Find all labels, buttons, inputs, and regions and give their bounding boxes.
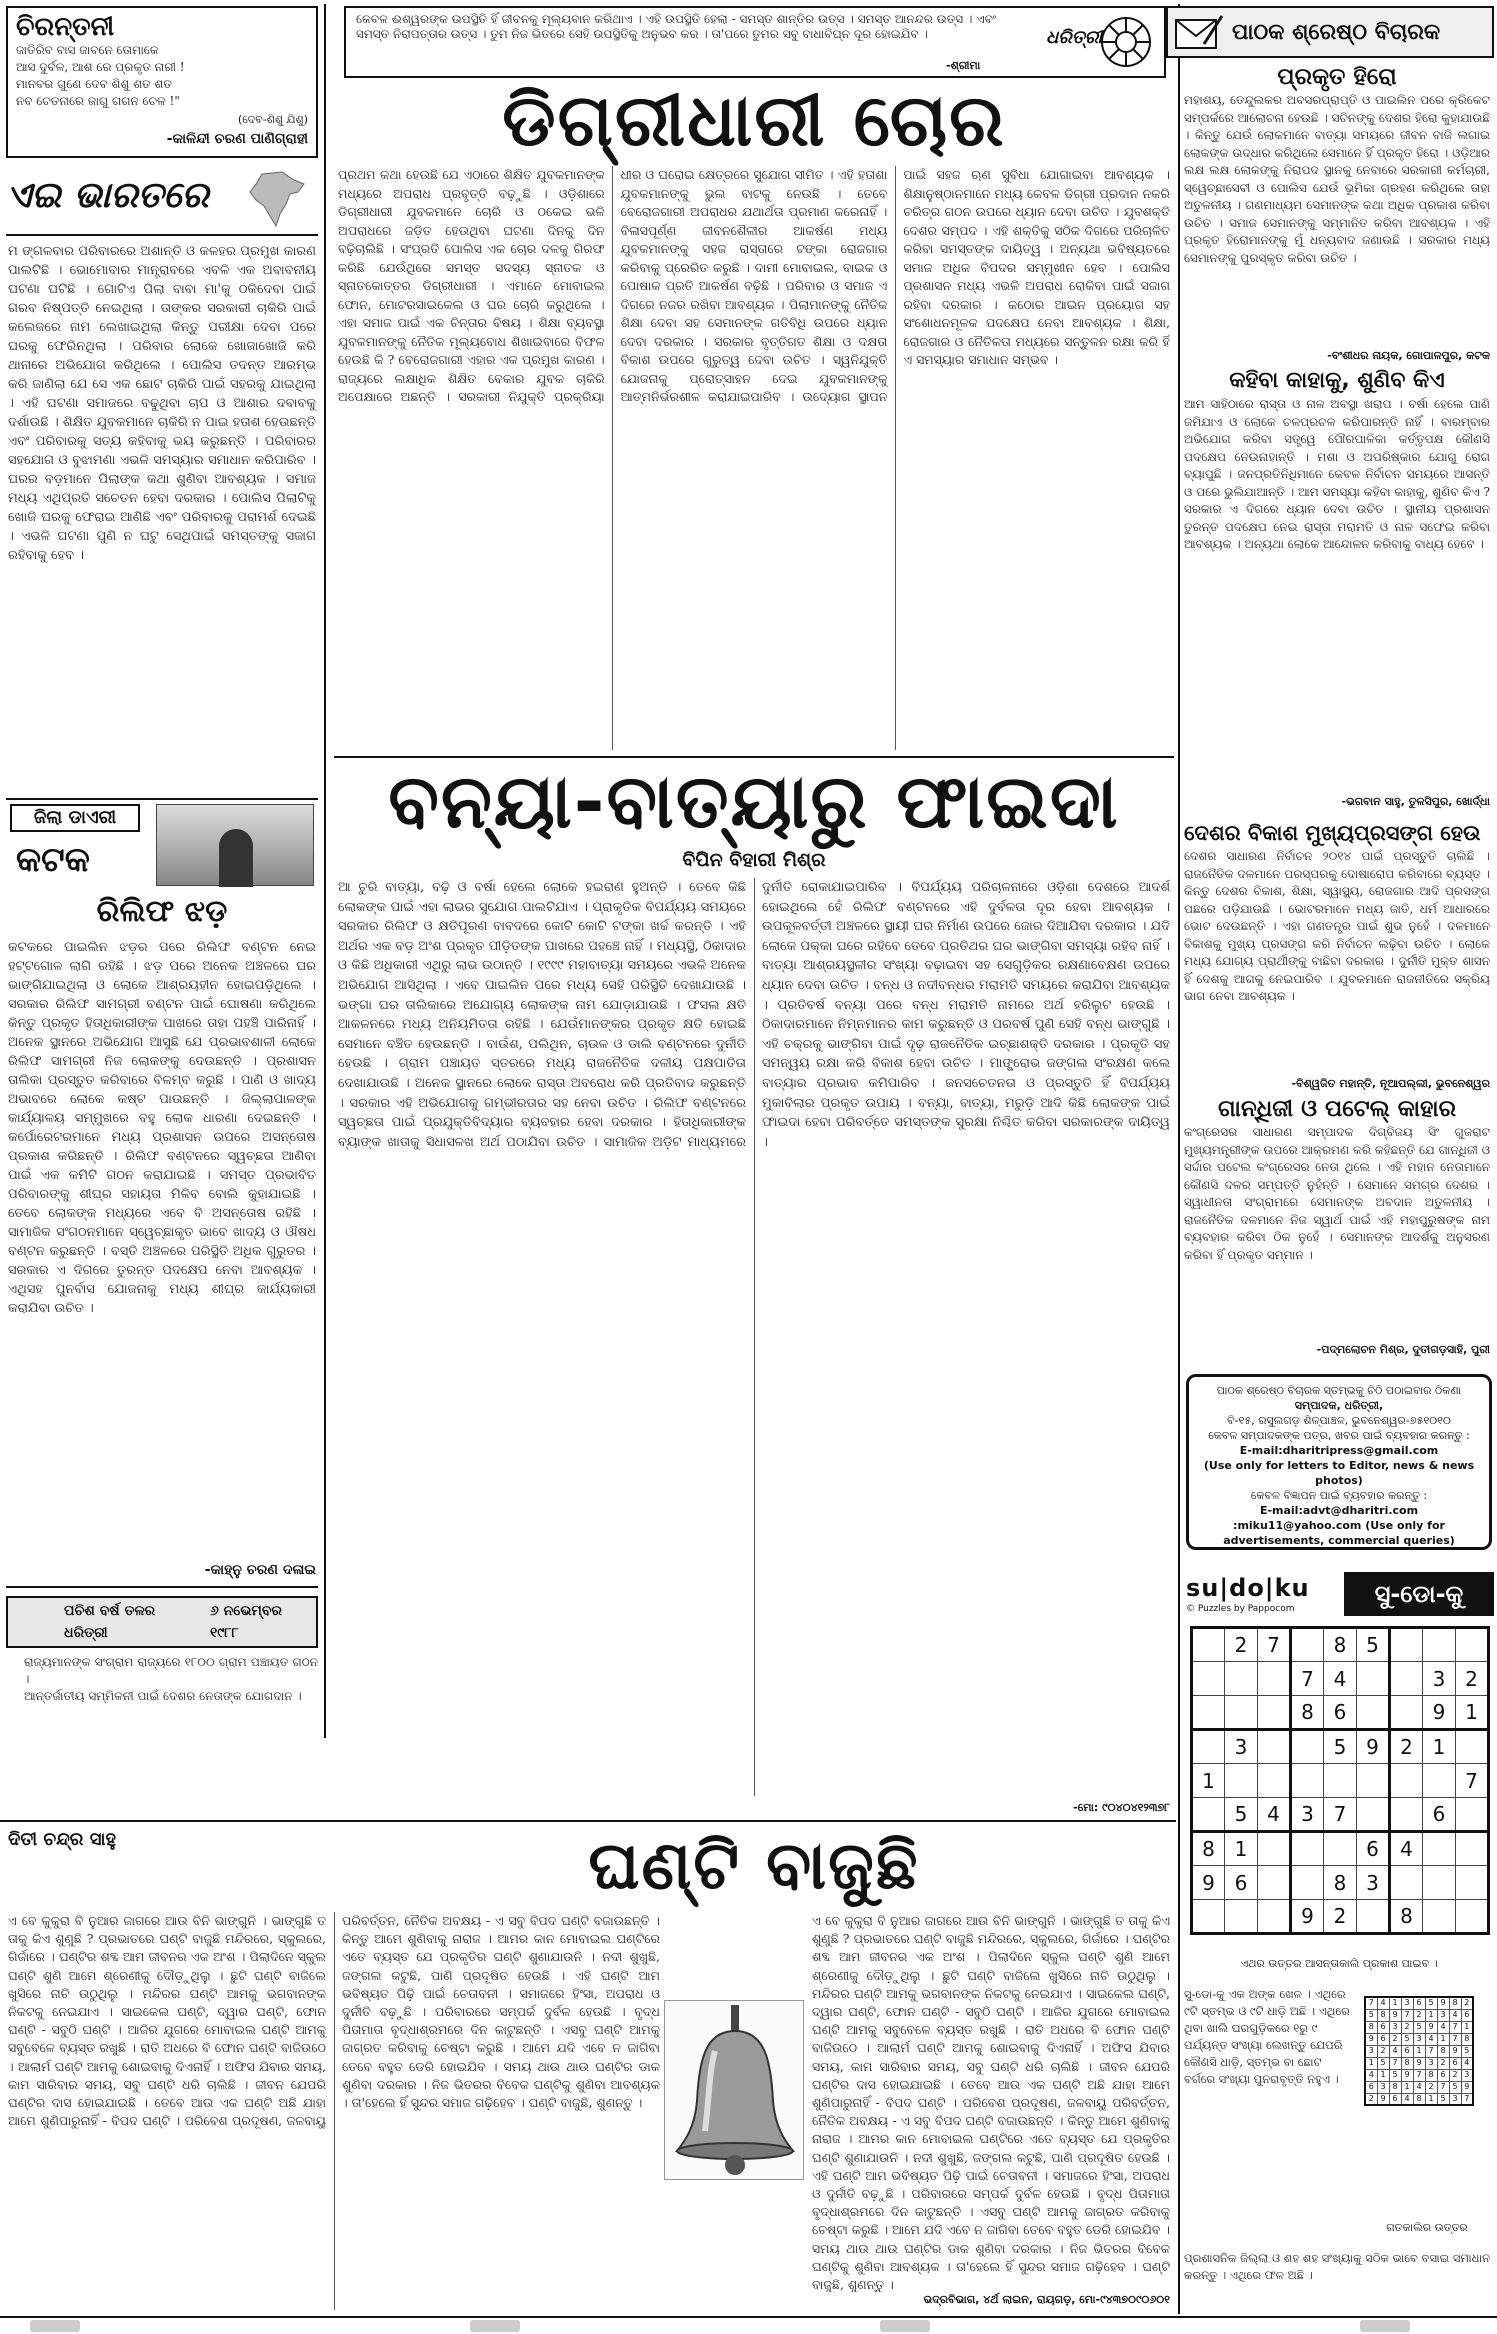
main-editorial-text: ପ୍ରଥମ କଥା ହେଉଛି ଯେ ଏଠାରେ ଶିକ୍ଷିତ ଯୁବକମାନଙ୍କ ମଧ୍ୟରେ ଅପରାଧ ପ୍ରବୃତ୍ତି ବଢ଼ୁଛି । ଓଡ଼ିଶାରେ ଡିଗ୍ରୀଧାରୀ ଯୁବକମାନେ ଚୋରି ଓ ଠକେଇ ଭଳି ଅପରାଧରେ ଜଡ଼ିତ ହେଉଥିବା ଘଟଣା ଦିନକୁ ଦିନ ବଢ଼ିଚାଲିଛି । ସଂପ୍ରତି ପୋଲିସ ଏକ ଚୋର ଦଳକୁ ଗିରଫ କରିଛି ଯେଉଁଥିରେ ସମସ୍ତ ସଦସ୍ୟ ସ୍ନାତକ ଓ ସ୍ନାତକୋତ୍ତର ଡିଗ୍ରୀଧାରୀ । ଏମାନେ ମୋବାଇଲ ଫୋନ, ମୋଟରସାଇକେଲ ଓ ଘର ଚୋରି କରୁଥିଲେ । ଏହା ସମାଜ ପାଇଁ ଏକ ଚିନ୍ତାର ବିଷୟ । ଶିକ୍ଷା ବ୍ୟବସ୍ଥା ଯୁବକମାନଙ୍କୁ ନୈତିକ ମୂଲ୍ୟବୋଧ ଶିଖାଇବାରେ ବିଫଳ ହେଉଛି କି ? ବେରୋଜଗାରୀ ଏହାର ଏକ ପ୍ରମୁଖ କାରଣ । ରାଜ୍ୟରେ ଲକ୍ଷାଧିକ ଶିକ୍ଷିତ ବେକାର ଯୁବକ ଚାକିରି ଅପେକ୍ଷାରେ ଅଛନ୍ତି । ସରକାରୀ ନିଯୁକ୍ତି ପ୍ରକ୍ରିୟା ଧୀର ଓ ଘରୋଇ କ୍ଷେତ୍ରରେ ସୁଯୋଗ ସୀମିତ । ଏହି ହତାଶା ଯୁବକମାନଙ୍କୁ ଭୁଲ ବାଟକୁ ନେଉଛି । ତେବେ ବେରୋଜଗାରୀ ଅପରାଧର ଯଥାର୍ଥତା ପ୍ରମାଣ କରେନାହିଁ । ବିଳାସପୂର୍ଣ୍ଣ ଜୀବନଶୈଳୀର ଆକର୍ଷଣ ମଧ୍ୟ ଯୁବକମାନଙ୍କୁ ସହଜ ରାସ୍ତାରେ ଟଙ୍କା ରୋଜଗାର କରିବାକୁ ପ୍ରେରିତ କରୁଛି । ଦାମୀ ମୋବାଇଲ, ବାଇକ ଓ ପୋଷାକ ପ୍ରତି ଆକର୍ଷଣ ବଢ଼ିଛି । ପରିବାର ଓ ସମାଜ ଏ ଦିଗରେ ନଜର ରଖିବା ଆବଶ୍ୟକ । ପିଲାମାନଙ୍କୁ ନୈତିକ ଶିକ୍ଷା ଦେବା ସହ ସେମାନଙ୍କ ଗତିବିଧି ଉପରେ ଧ୍ୟାନ ଦେବା ଦରକାର । ସରକାର ବୃତ୍ତିଗତ ଶିକ୍ଷା ଓ ଦକ୍ଷତା ବିକାଶ ଉପରେ ଗୁରୁତ୍ୱ ଦେବା ଉଚିତ । ସ୍ୱନିଯୁକ୍ତି ଯୋଜନାକୁ ପ୍ରୋତ୍ସାହନ ଦେଇ ଯୁବକମାନଙ୍କୁ ଆତ୍ମନିର୍ଭରଶୀଳ କରାଯାଇପାରିବ । ଉଦ୍ୟୋଗ ସ୍ଥାପନ ପାଇଁ ସହଜ ଋଣ ସୁବିଧା ଯୋଗାଇବା ଆବଶ୍ୟକ । ଶିକ୍ଷାନୁଷ୍ଠାନମାନେ ମଧ୍ୟ କେବଳ ଡିଗ୍ରୀ ପ୍ରଦାନ ନକରି ଚରିତ୍ର ଗଠନ ଉପରେ ଧ୍ୟାନ ଦେବା ଉଚିତ । ଯୁବଶକ୍ତି ଦେଶର ସମ୍ପଦ । ଏହି ଶକ୍ତିକୁ ସଠିକ ଦିଗରେ ପରିଚାଳିତ କରିବା ସମସ୍ତଙ୍କ ଦାୟିତ୍ୱ । ଅନ୍ୟଥା ଭବିଷ୍ୟତରେ ସମାଜ ଅଧିକ ବିପଦର ସମ୍ମୁଖୀନ ହେବ । ପୋଲିସ ପ୍ରଶାସନ ମଧ୍ୟ ଏଭଳି ଅପରାଧ ରୋକିବା ପାଇଁ ସଜାଗ ରହିବା ଦରକାର । କଠୋର ଆଇନ ପ୍ରୟୋଗ ସହ ସଂଶୋଧନମୂଳକ ପଦକ୍ଷେପ ନେବା ଆବଶ୍ୟକ । ଶିକ୍ଷା, ରୋଜଗାର ଓ ନୈତିକତା ମଧ୍ୟରେ ସନ୍ତୁଳନ ରକ୍ଷା କରି ହିଁ ଏ ସମସ୍ୟାର ସମାଧାନ ସମ୍ଭବ ।	[338, 167, 1170, 404]
answer-cell: 9	[1425, 2021, 1437, 2033]
ghanti-top-rule	[0, 1820, 1176, 1822]
answer-cell: 4	[1365, 2069, 1377, 2081]
answer-cell: 2	[1413, 2009, 1425, 2021]
sudoku-cell[interactable]	[1192, 1662, 1225, 1696]
sudoku-cell[interactable]: 4	[1390, 1832, 1423, 1866]
sudoku-cell[interactable]	[1225, 1696, 1258, 1730]
sudoku-cell[interactable]	[1291, 1866, 1324, 1900]
chirantani-author: -କାଳିନ୍ଦୀ ଚରଣ ପାଣିଗ୍ରାହୀ	[166, 131, 308, 147]
letter-4-author: -ପଦ୍ମଲୋଚନ ମିଶ୍ର, ଦୁତୀଗଡ଼ସାହି, ପୁରୀ	[1316, 1343, 1490, 1356]
answer-row	[1365, 2045, 1473, 2057]
sudoku-cell[interactable]: 3	[1225, 1730, 1258, 1764]
sudoku-answer-caption: ଏଥର ଉତ୍ତର ଆସନ୍ତାକାଲି ପ୍ରକାଶ ପାଇବ ।	[1240, 1957, 1438, 1970]
ebharatare-header	[6, 166, 318, 236]
answer-cell: 2	[1365, 2093, 1377, 2105]
sudoku-cell[interactable]	[1324, 1832, 1357, 1866]
answer-row	[1365, 2081, 1473, 2093]
india-map-icon	[242, 170, 312, 230]
letter-1-text: ମହାଶୟ, ତେନ୍ଦୁଲକର ଅବସରପ୍ରାପ୍ତି ଓ ପାଇଲିନ ପରେ କ୍ରିକେଟ ସମ୍ପର୍କରେ ଆଲୋଚନା ହେଉଛି । ସଚିନଙ୍କୁ ଦେଶର ହିରୋ କୁହାଯାଉଛି । କିନ୍ତୁ ଯେଉଁ ଲୋକମାନେ ବାତ୍ୟା ସମୟରେ ଜୀବନ ବାଜି ଲଗାଇ ଲୋକଙ୍କ ଉଦ୍ଧାର କରିଥିଲେ ସେମାନେ ହିଁ ପ୍ରକୃତ ହିରୋ । ଓଡ଼ିଆର ଲକ୍ଷ ଲକ୍ଷ ଲୋକଙ୍କୁ ନିରାପଦ ସ୍ଥାନକୁ ନେବାରେ ସରକାରୀ କର୍ମଚାରୀ, ସ୍ୱେଚ୍ଛାସେବୀ ଓ ପୋଲିସ ଯେଉଁ ଭୂମିକା ଗ୍ରହଣ କରିଥିଲେ ତାହା ଅତୁଳନୀୟ । ଗଣମାଧ୍ୟମ ସେମାନଙ୍କ କଥା ଅଧିକ ପ୍ରକାଶ କରିବା ଉଚିତ । ସମାଜ ସେମାନଙ୍କୁ ସମ୍ମାନିତ କରିବା ଆବଶ୍ୟକ । ଏହି ପ୍ରକୃତ ହିରୋମାନଙ୍କୁ ମୁଁ ଧନ୍ୟବାଦ ଜଣାଉଛି । ସରକାର ମଧ୍ୟ ସେମାନଙ୍କୁ ପୁରସ୍କୃତ କରିବା ଉଚିତ ।	[1184, 93, 1490, 265]
sudoku-cell[interactable]	[1225, 1764, 1258, 1798]
sudoku-grid-wrap	[1190, 1626, 1490, 1935]
envelope-icon	[1174, 14, 1224, 52]
sudoku-row	[1192, 1696, 1489, 1730]
letter-2-title: କହିବା କାହାକୁ, ଶୁଣିବ କିଏ	[1229, 368, 1445, 393]
sudoku-cell[interactable]	[1291, 1832, 1324, 1866]
page-tab-right[interactable]	[1360, 2320, 1410, 2332]
sudoku-cell[interactable]	[1192, 1798, 1225, 1832]
answer-row	[1365, 1997, 1473, 2009]
pachis-barsha-banner	[6, 1596, 318, 1648]
answer-row	[1365, 2021, 1473, 2033]
answer-cell: 4	[1389, 2045, 1401, 2057]
answer-cell: 3	[1449, 2093, 1461, 2105]
sudoku-answer-wrap	[1364, 1996, 1474, 2106]
list-item: • ଆନ୍ତର୍ଜାତୀୟ ସମ୍ମିଳନୀ ପାଇଁ ଦେଶର ନେତାଙ୍କ ଯୋଗଦାନ ।	[24, 1688, 318, 1705]
jilla-diary-label: ଜିଲା ଡାଏରୀ	[10, 804, 140, 832]
answer-row	[1365, 2093, 1473, 2105]
ghanti-text-continued: ଏ ବେ କୁକୁରା ବି ନୁଆର ଜାଗରେ ଆଉ ବିନି ଭାଙ୍ଗୁନି । ଭାଙ୍ଗୁଛି ତ ତାକୁ କିଏ ଶୁଣୁଛି ? ପ୍ରଭାତରେ ଘଣ୍ଟି ବାଜୁଛି ମନ୍ଦିରରେ, ସ୍କୁଲରେ, ଗିର୍ଜାରେ । ଘଣ୍ଟିର ଶବ୍ଦ ଆମ ଜୀବନର ଏକ ଅଂଶ । ପିଲାଦିନେ ସ୍କୁଲ ଘଣ୍ଟି ଶୁଣି ଆମେ ଶ୍ରେଣୀକୁ ଦୌଡ଼ୁଥିଲୁ । ଛୁଟି ଘଣ୍ଟି ବାଜିଲେ ଖୁସିରେ ନାଚି ଉଠୁଥିଲୁ । ମନ୍ଦିରର ଘଣ୍ଟି ଆମକୁ ଭଗବାନଙ୍କ ନିକଟକୁ ନେଇଯାଏ । ସାଇକେଲ ଘଣ୍ଟି, ଦ୍ୱାର ଘଣ୍ଟି, ଫୋନ ଘଣ୍ଟି - ସବୁଠି ଘଣ୍ଟି । ଆଜିର ଯୁଗରେ ମୋବାଇଲ ଘଣ୍ଟି ଆମକୁ ସବୁବେଳେ ବ୍ୟସ୍ତ ରଖୁଛି । ରାତି ଅଧରେ ବି ଫୋନ ଘଣ୍ଟି ବାଜିଉଠେ । ଆଲାର୍ମ ଘଣ୍ଟି ଆମକୁ ଶୋଇବାକୁ ଦିଏନାହିଁ । ଅଫିସ ଯିବାର ସମୟ, କାମ ସାରିବାର ସମୟ, ସବୁ ଘଣ୍ଟି ଧରି ଚାଲିଛି । ଜୀବନ ଯେପରି ଘଣ୍ଟିର ଦାସ ହୋଇଯାଇଛି । ତେବେ ଆଉ ଏକ ଘଣ୍ଟି ଅଛି ଯାହା ଆମେ ଶୁଣିପାରୁନାହିଁ - ବିପଦ ଘଣ୍ଟି । ପରିବେଶ ପ୍ରଦୂଷଣ, ଜଳବାୟୁ ପରିବର୍ତ୍ତନ, ନୈତିକ ଅବକ୍ଷୟ - ଏ ସବୁ ବିପଦ ଘଣ୍ଟି ବଜାଉଛନ୍ତି । କିନ୍ତୁ ଆମେ ଶୁଣିବାକୁ ନାରାଜ । ଆମର କାନ ମୋବାଇଲ ଘଣ୍ଟିରେ ଏତେ ବ୍ୟସ୍ତ ଯେ ପ୍ରକୃତିର ଘଣ୍ଟି ଶୁଣାଯାଉନି । ନଦୀ ଶୁଖୁଛି, ଜଙ୍ଗଲ କଟୁଛି, ପାଣି ପ୍ରଦୂଷିତ ହେଉଛି । ଏହି ଘଣ୍ଟି ଆମ ଭବିଷ୍ୟତ ପିଢ଼ି ପାଇଁ ଚେତାବନୀ । ସମାଜରେ ହିଂସା, ଅପରାଧ ଓ ଦୁର୍ନୀତି ବଢ଼ୁଛି । ପରିବାରରେ ସମ୍ପର୍କ ଦୁର୍ବଳ ହେଉଛି । ବୃଦ୍ଧ ପିତାମାତା ବୃଦ୍ଧାଶ୍ରମରେ ଦିନ କାଟୁଛନ୍ତି । ଏସବୁ ଘଣ୍ଟି ଆମକୁ ଜାଗ୍ରତ କରିବାକୁ ଚେଷ୍ଟା କରୁଛି । ଆମେ ଯଦି ଏବେ ନ ଜାଗିବା ତେବେ ବହୁତ ଡେରି ହୋଇଯିବ । ସମୟ ଥାଉ ଥାଉ ଘଣ୍ଟିର ଡାକ ଶୁଣିବା ଦରକାର । ନିଜ ଭିତରର ବିବେକ ଘଣ୍ଟିକୁ ଶୁଣିବା ଆବଶ୍ୟକ । ତା'ହେଲେ ହିଁ ସୁନ୍ଦର ସମାଜ ଗଢ଼ିହେବ । ଘଣ୍ଟି ବାଜୁଛି, ଶୁଣନ୍ତୁ ।	[812, 1913, 1170, 2292]
letter-2-author: -ଭଗବାନ ସାହୁ, ତୁଳସିପୁର, ଖୋର୍ଦ୍ଧା	[1341, 795, 1490, 808]
sudoku-cell[interactable]	[1423, 1900, 1456, 1934]
answer-cell: 9	[1437, 1997, 1449, 2009]
answer-cell: 3	[1437, 2009, 1449, 2021]
sudoku-cell[interactable]: 9	[1291, 1900, 1324, 1934]
sudoku-cell[interactable]: 4	[1324, 1662, 1357, 1696]
jilla-diary-author: -କାହ୍ନୁ ଚରଣ ଦଳାଇ	[204, 1562, 316, 1578]
sudoku-cell[interactable]	[1456, 1798, 1489, 1832]
sudoku-cell[interactable]: 3	[1291, 1798, 1324, 1832]
sudoku-cell[interactable]	[1192, 1628, 1225, 1662]
flood-author: ବିପିନ ବିହାରୀ ମିଶ୍ର	[682, 849, 826, 871]
address-box	[1186, 1374, 1492, 1550]
sudoku-cell[interactable]	[1258, 1832, 1291, 1866]
sudoku-cell[interactable]	[1390, 1628, 1423, 1662]
sudoku-answer-grid	[1364, 1996, 1474, 2106]
letter-3-title: ଦେଶର ବିକାଶ ମୁଖ୍ୟପ୍ରସଙ୍ଗ ହେଉ	[1184, 821, 1481, 845]
ghanti-signoff: ଭଦ୍ରବିଭାଗ, ୪ର୍ଥ ଲାଇନ, ରାୟଗଡ଼, ମୋ-୯୪୩୭୦୯୦୬୦୧	[923, 2293, 1170, 2306]
answer-cell: 8	[1425, 2069, 1437, 2081]
answer-cell: 5	[1377, 2057, 1389, 2069]
address-line-3: ବି-୧୫, ରସୁଲଗଡ଼ ଶିଳ୍ପାଞ୍ଚଳ, ଭୁବନେଶ୍ୱର-୭୫୧୦୧୦	[1227, 1414, 1451, 1427]
sudoku-rules: ସୁ-ଡୋ-କୁ ଏକ ଅଙ୍କ ଖେଳ । ଏଥିରେ ୯ଟି ସ୍ତମ୍ଭ ଓ ୯ଟି ଧାଡ଼ି ଅଛି । ଏଥିରେ ଥିବା ଖାଲି ଘରଗୁଡ଼ିକରେ ୧ରୁ ୯ ପର୍ଯ୍ୟନ୍ତ ସଂଖ୍ୟା ଲେଖନ୍ତୁ ଯେପରି କୌଣସି ଧାଡ଼ି, ସ୍ତମ୍ଭ ବା ଛୋଟ ବର୍ଗରେ ସଂଖ୍ୟା ପୁନରାବୃତ୍ତି ନହୁଏ ।	[1184, 1987, 1350, 2086]
sudoku-cell[interactable]	[1258, 1662, 1291, 1696]
sudoku-cell[interactable]	[1192, 1900, 1225, 1934]
list-item: • ରାଜ୍ୟମାନଙ୍କ ସଂଗ୍ରାମ ରାଜ୍ୟରେ ୧୮୦୦ ଗ୍ରାମ ପଞ୍ଚାୟତ ଗଠନ ।	[24, 1654, 318, 1688]
sudoku-cell[interactable]: 2	[1456, 1662, 1489, 1696]
sudoku-cell[interactable]	[1423, 1832, 1456, 1866]
answer-cell: 5	[1365, 2009, 1377, 2021]
email-advt-note: advertisements, commercial queries)	[1223, 1534, 1455, 1547]
sudoku-cell[interactable]: 3	[1423, 1662, 1456, 1696]
answer-cell: 7	[1365, 1997, 1377, 2009]
sudoku-cell[interactable]	[1258, 1696, 1291, 1730]
answer-cell: 8	[1377, 2009, 1389, 2021]
column-divider-right	[1178, 4, 1180, 2314]
answer-cell: 6	[1413, 1997, 1425, 2009]
answer-cell: 7	[1461, 2093, 1473, 2105]
bell-icon	[665, 2001, 805, 2181]
jilla-diary-header	[6, 798, 318, 888]
answer-cell: 1	[1425, 2009, 1437, 2021]
answer-cell: 3	[1425, 2057, 1437, 2069]
sudoku-cell[interactable]: 5	[1357, 1628, 1390, 1662]
sudoku-cell[interactable]: 1	[1456, 1696, 1489, 1730]
sudoku-cell[interactable]: 3	[1357, 1866, 1390, 1900]
address-line-2: ସମ୍ପାଦକ, ଧରିତ୍ରୀ,	[1294, 1399, 1384, 1412]
answer-cell: 8	[1401, 2057, 1413, 2069]
chirantani-poem: ଜାତିରିବ ବାସ ଜାବନେ ତୋମାକେ ଆସ ଦୁର୍ବଳ, ଆଶ ରେ ପ୍ରକୃତ ନାରୀ ! ମାନବର ଗୁଣେ ଦେବ ଶିଶୁ ଶତ ଶତ ନବ ଚେତନାରେ ଜାଗୁ ଗଗନ ଚେଳ !"	[16, 43, 185, 108]
sudoku-brand-sub: © Puzzles by Pappocom	[1186, 1604, 1295, 1614]
answer-cell: 8	[1437, 2045, 1449, 2057]
sudoku-cell[interactable]	[1357, 1764, 1390, 1798]
bell-photo	[664, 2000, 804, 2180]
answer-cell: 6	[1365, 2081, 1377, 2093]
sudoku-cell[interactable]	[1390, 1696, 1423, 1730]
sudoku-cell[interactable]	[1390, 1764, 1423, 1798]
sudoku-cell[interactable]	[1225, 1900, 1258, 1934]
answer-cell: 7	[1401, 2009, 1413, 2021]
quote-text: କେବଳ ଈଶ୍ୱରଙ୍କ ଉପସ୍ଥିତି ହିଁ ଜୀବନକୁ ମୂଲ୍ୟବାନ କରିଥାଏ । ଏହି ଉପସ୍ଥିତି ହେଲା - ସମସ୍ତ ଶାନ୍ତିର ଉତ୍ସ । ସମସ୍ତ ଆନନ୍ଦର ଉତ୍ସ । ଏବଂ ସମସ୍ତ ନିରାପତ୍ତାର ଉତ୍ସ । ତୁମ ନିଜ ଭିତରେ ସେହି ଉପସ୍ଥିତିକୁ ଅନୁଭବ କର । ତା'ପରେ ତୁମର ସବୁ ବାଧାବିଘ୍ନ ଦୂର ହୋଇଯିବ ।	[356, 12, 996, 41]
ghanti-author: ଦିତୀ ଚନ୍ଦ୍ର ସାହୁ	[8, 1829, 117, 1850]
sudoku-cell[interactable]: 6	[1324, 1696, 1357, 1730]
letter-1-title: ପ୍ରକୃତ ହିରୋ	[1277, 64, 1397, 90]
sudoku-cell[interactable]	[1357, 1662, 1390, 1696]
answer-cell: 9	[1401, 2069, 1413, 2081]
answer-cell: 9	[1389, 2009, 1401, 2021]
page-tab-left[interactable]	[30, 2320, 80, 2332]
quote-attribution: -ଶ୍ରୀମା	[946, 59, 981, 72]
ghanti-text-left: ଏ ବେ କୁକୁରା ବି ନୁଆର ଜାଗରେ ଆଉ ବିନି ଭାଙ୍ଗୁନି । ଭାଙ୍ଗୁଛି ତ ତାକୁ କିଏ ଶୁଣୁଛି ? ପ୍ରଭାତରେ ଘଣ୍ଟି ବାଜୁଛି ମନ୍ଦିରରେ, ସ୍କୁଲରେ, ଗିର୍ଜାରେ । ଘଣ୍ଟିର ଶବ୍ଦ ଆମ ଜୀବନର ଏକ ଅଂଶ । ପିଲାଦିନେ ସ୍କୁଲ ଘଣ୍ଟି ଶୁଣି ଆମେ ଶ୍ରେଣୀକୁ ଦୌଡ଼ୁଥିଲୁ । ଛୁଟି ଘଣ୍ଟି ବାଜିଲେ ଖୁସିରେ ନାଚି ଉଠୁଥିଲୁ । ମନ୍ଦିରର ଘଣ୍ଟି ଆମକୁ ଭଗବାନଙ୍କ ନିକଟକୁ ନେଇଯାଏ । ସାଇକେଲ ଘଣ୍ଟି, ଦ୍ୱାର ଘଣ୍ଟି, ଫୋନ ଘଣ୍ଟି - ସବୁଠି ଘଣ୍ଟି । ଆଜିର ଯୁଗରେ ମୋବାଇଲ ଘଣ୍ଟି ଆମକୁ ସବୁବେଳେ ବ୍ୟସ୍ତ ରଖୁଛି । ରାତି ଅଧରେ ବି ଫୋନ ଘଣ୍ଟି ବାଜିଉଠେ । ଆଲାର୍ମ ଘଣ୍ଟି ଆମକୁ ଶୋଇବାକୁ ଦିଏନାହିଁ । ଅଫିସ ଯିବାର ସମୟ, କାମ ସାରିବାର ସମୟ, ସବୁ ଘଣ୍ଟି ଧରି ଚାଲିଛି । ଜୀବନ ଯେପରି ଘଣ୍ଟିର ଦାସ ହୋଇଯାଇଛି । ତେବେ ଆଉ ଏକ ଘଣ୍ଟି ଅଛି ଯାହା ଆମେ ଶୁଣିପାରୁନାହିଁ - ବିପଦ ଘଣ୍ଟି । ପରିବେଶ ପ୍ରଦୂଷଣ, ଜଳବାୟୁ ପରିବର୍ତ୍ତନ, ନୈତିକ ଅବକ୍ଷୟ - ଏ ସବୁ ବିପଦ ଘଣ୍ଟି ବଜାଉଛନ୍ତି । କିନ୍ତୁ ଆମେ ଶୁଣିବାକୁ ନାରାଜ । ଆମର କାନ ମୋବାଇଲ ଘଣ୍ଟିରେ ଏତେ ବ୍ୟସ୍ତ ଯେ ପ୍ରକୃତିର ଘଣ୍ଟି ଶୁଣାଯାଉନି । ନଦୀ ଶୁଖୁଛି, ଜଙ୍ଗଲ କଟୁଛି, ପାଣି ପ୍ରଦୂଷିତ ହେଉଛି । ଏହି ଘଣ୍ଟି ଆମ ଭବିଷ୍ୟତ ପିଢ଼ି ପାଇଁ ଚେତାବନୀ । ସମାଜରେ ହିଂସା, ଅପରାଧ ଓ ଦୁର୍ନୀତି ବଢ଼ୁଛି । ପରିବାରରେ ସମ୍ପର୍କ ଦୁର୍ବଳ ହେଉଛି । ବୃଦ୍ଧ ପିତାମାତା ବୃଦ୍ଧାଶ୍ରମରେ ଦିନ କାଟୁଛନ୍ତି । ଏସବୁ ଘଣ୍ଟି ଆମକୁ ଜାଗ୍ରତ କରିବାକୁ ଚେଷ୍ଟା କରୁଛି । ଆମେ ଯଦି ଏବେ ନ ଜାଗିବା ତେବେ ବହୁତ ଡେରି ହୋଇଯିବ । ସମୟ ଥାଉ ଥାଉ ଘଣ୍ଟିର ଡାକ ଶୁଣିବା ଦରକାର । ନିଜ ଭିତରର ବିବେକ ଘଣ୍ଟିକୁ ଶୁଣିବା ଆବଶ୍ୟକ । ତା'ହେଲେ ହିଁ ସୁନ୍ଦର ସମାଜ ଗଢ଼ିହେବ । ଘଣ୍ଟି ବାଜୁଛି, ଶୁଣନ୍ତୁ ।	[8, 1913, 660, 2129]
answer-cell: 6	[1461, 2009, 1473, 2021]
pachis-barsha-title: ପଚିଶ ବର୍ଷ ତଳର ଧରିତ୍ରୀ	[64, 1603, 156, 1641]
answer-cell: 3	[1377, 2081, 1389, 2093]
answer-cell: 6	[1377, 2033, 1389, 2045]
letter-1-author: -ବଂଶୀଧର ନାୟକ, ଗୋପାଳପୁର, କଟକ	[1327, 349, 1490, 362]
answer-cell: 3	[1413, 2033, 1425, 2045]
ebharatare-title: ଏଇ ଭାରତରେ	[6, 175, 209, 216]
answer-cell: 5	[1461, 2045, 1473, 2057]
answer-cell: 1	[1377, 2069, 1389, 2081]
answer-cell: 6	[1377, 2021, 1389, 2033]
answer-cell: 1	[1401, 2081, 1413, 2093]
answer-cell: 8	[1461, 2033, 1473, 2045]
answer-cell: 9	[1365, 2033, 1377, 2045]
sudoku-row	[1192, 1764, 1489, 1798]
email-editor[interactable]: E-mail:dharitripress@gmail.com	[1239, 1444, 1439, 1457]
letter-4	[1184, 1094, 1490, 1357]
answer-cell: 5	[1413, 2021, 1425, 2033]
answer-cell: 1	[1461, 2021, 1473, 2033]
letter-3-author: -ବିଶ୍ୱଜିତ ମହାନ୍ତି, ନୂଆପଲ୍ଲୀ, ଭୁବନେଶ୍ୱର	[1291, 1077, 1490, 1090]
sudoku-cell[interactable]	[1192, 1696, 1225, 1730]
sudoku-cell[interactable]: 7	[1258, 1628, 1291, 1662]
sudoku-cell[interactable]: 6	[1225, 1866, 1258, 1900]
sudoku-cell[interactable]	[1423, 1866, 1456, 1900]
pachis-barsha-list	[6, 1654, 318, 1705]
answer-cell: 6	[1449, 2057, 1461, 2069]
sudoku-cell[interactable]: 8	[1324, 1628, 1357, 1662]
answer-cell: 5	[1425, 1997, 1437, 2009]
sudoku-cell[interactable]: 9	[1192, 1866, 1225, 1900]
jilla-diary-headline: ରିଲିଫ ଝଡ଼	[96, 894, 228, 929]
sudoku-cell[interactable]	[1357, 1900, 1390, 1934]
sudoku-brand: su|do|ku	[1186, 1574, 1310, 1602]
answer-cell: 9	[1377, 2093, 1389, 2105]
answer-cell: 5	[1389, 2069, 1401, 2081]
sudoku-answer-caption-2: ଗତକାଲିର ଉତ୍ତର	[1386, 2221, 1468, 2234]
answer-cell: 2	[1461, 1997, 1473, 2009]
sudoku-header	[1184, 1572, 1494, 1620]
answer-cell: 6	[1401, 2045, 1413, 2057]
sudoku-cell[interactable]: 1	[1423, 1730, 1456, 1764]
chirantani-title: ଚିରନ୍ତନୀ	[16, 12, 115, 42]
sudoku-cell[interactable]: 5	[1324, 1730, 1357, 1764]
sudoku-cell[interactable]	[1258, 1730, 1291, 1764]
answer-cell: 4	[1401, 2093, 1413, 2105]
answer-cell: 1	[1413, 2045, 1425, 2057]
sun-logo-icon	[1098, 14, 1154, 70]
answer-cell: 7	[1449, 2021, 1461, 2033]
answer-cell: 8	[1449, 1997, 1461, 2009]
answer-cell: 9	[1461, 2081, 1473, 2093]
answer-cell: 9	[1413, 2057, 1425, 2069]
answer-cell: 7	[1413, 2069, 1425, 2081]
sudoku-cell[interactable]	[1390, 1798, 1423, 1832]
sudoku-cell[interactable]: 4	[1258, 1798, 1291, 1832]
sudoku-row	[1192, 1628, 1489, 1662]
sudoku-cell[interactable]: 7	[1291, 1662, 1324, 1696]
sudoku-title: ସୁ-ଡୋ-କୁ	[1344, 1572, 1494, 1616]
sudoku-cell[interactable]: 6	[1423, 1798, 1456, 1832]
letters-header	[1166, 6, 1494, 58]
answer-cell: 7	[1389, 2057, 1401, 2069]
answer-cell: 5	[1449, 2081, 1461, 2093]
answer-cell: 8	[1365, 2021, 1377, 2033]
jilla-diary-text: କଟକରେ ପାଇଲିନ ଝଡ଼ର ପରେ ରିଲିଫ ବଣ୍ଟନ ନେଇ ହଟ୍ଟଗୋଳ ଲାଗି ରହିଛି । ଝଡ଼ ପରେ ଅନେକ ଅଞ୍ଚଳରେ ଘର ଭାଙ୍ଗିଯାଇଥିଲା ଓ ଲୋକେ ଆଶ୍ରୟହୀନ ହୋଇପଡ଼ିଥିଲେ । ସରକାର ରିଲିଫ ସାମଗ୍ରୀ ବଣ୍ଟନ ପାଇଁ ଘୋଷଣା କରିଥିଲେ କିନ୍ତୁ ପ୍ରକୃତ ହିତାଧିକାରୀଙ୍କ ପାଖରେ ତାହା ପହଞ୍ଚି ପାରିନାହିଁ । ଅନେକ ସ୍ଥାନରେ ଅଭିଯୋଗ ଆସୁଛି ଯେ ପ୍ରଭାବଶାଳୀ ଲୋକେ ରିଲିଫ ସାମଗ୍ରୀ ନିଜ ଲୋକଙ୍କୁ ଦେଉଛନ୍ତି । ପ୍ରଶାସନ ତାଲିକା ପ୍ରସ୍ତୁତ କରିବାରେ ବିଳମ୍ବ କରୁଛି । ପାଣି ଓ ଖାଦ୍ୟ ଅଭାବରେ ଲୋକେ କଷ୍ଟ ପାଉଛନ୍ତି । ଜିଲ୍ଲାପାଳଙ୍କ କାର୍ଯ୍ୟାଳୟ ସମ୍ମୁଖରେ ବହୁ ଲୋକ ଧାରଣା ଦେଇଛନ୍ତି । କର୍ପୋରେଟରମାନେ ମଧ୍ୟ ପ୍ରଶାସନ ଉପରେ ଅସନ୍ତୋଷ ପ୍ରକାଶ କରିଛନ୍ତି । ରିଲିଫ ବଣ୍ଟନରେ ସ୍ୱଚ୍ଛତା ଆଣିବା ପାଇଁ ଏକ କମିଟି ଗଠନ କରାଯାଇଛି । ସମସ୍ତ ପ୍ରଭାବିତ ପରିବାରଙ୍କୁ ଶୀଘ୍ର ସହାୟତା ମିଳିବ ବୋଲି କୁହାଯାଇଛି । ତେବେ ଲୋକଙ୍କ ମଧ୍ୟରେ ଏବେ ବି ଅସନ୍ତୋଷ ରହିଛି । ସାମାଜିକ ସଂଗଠନମାନେ ସ୍ୱେଚ୍ଛାକୃତ ଭାବେ ଖାଦ୍ୟ ଓ ଔଷଧ ବଣ୍ଟନ କରୁଛନ୍ତି । ବସ୍ତି ଅଞ୍ଚଳରେ ପରିସ୍ଥିତି ଅଧିକ ଗୁରୁତର । ସରକାର ଏ ଦିଗରେ ତୁରନ୍ତ ପଦକ୍ଷେପ ନେବା ଆବଶ୍ୟକ । ଏଥିସହ ପୁନର୍ବାସ ଯୋଜନାକୁ ମଧ୍ୟ ଶୀଘ୍ର କାର୍ଯ୍ୟକାରୀ କରାଯିବା ଉଚିତ ।	[8, 940, 316, 1316]
flood-headline: ବନ୍ୟା-ବାତ୍ୟାରୁ ଫାଇଦା	[388, 759, 1120, 845]
sudoku-cell[interactable]: 7	[1456, 1764, 1489, 1798]
sudoku-row	[1192, 1832, 1489, 1866]
page-tab-center[interactable]	[470, 2320, 520, 2332]
sudoku-cell[interactable]: 7	[1324, 1798, 1357, 1832]
address-line-4: କେବଳ ସମ୍ପାଦକଙ୍କ ପତ୍ର, ଖବର ପାଇଁ ବ୍ୟବହାର କରନ୍ତୁ :	[1208, 1429, 1470, 1442]
sudoku-cell[interactable]	[1225, 1662, 1258, 1696]
sudoku-cell[interactable]	[1291, 1628, 1324, 1662]
sudoku-cell[interactable]	[1456, 1832, 1489, 1866]
answer-cell: 7	[1449, 2033, 1461, 2045]
answer-cell: 1	[1437, 2033, 1449, 2045]
answer-cell: 5	[1401, 2033, 1413, 2045]
answer-cell: 8	[1389, 2081, 1401, 2093]
sudoku-cell[interactable]: 8	[1324, 1866, 1357, 1900]
letters-section-title: ପାଠକ ଶ୍ରେଷ୍ଠ ବିଚାରକ	[1232, 20, 1441, 45]
letter-2	[1184, 366, 1490, 809]
sudoku-row	[1192, 1866, 1489, 1900]
sudoku-row	[1192, 1730, 1489, 1764]
answer-cell: 5	[1437, 2093, 1449, 2105]
answer-cell: 2	[1425, 2081, 1437, 2093]
answer-cell: 6	[1389, 2093, 1401, 2105]
chirantani-source: (ଦେବ-ଶିଶୁ ଯିଶୁ)	[237, 113, 308, 126]
answer-cell: 2	[1377, 2045, 1389, 2057]
sudoku-cell[interactable]	[1423, 1764, 1456, 1798]
sudoku-cell[interactable]: 8	[1390, 1900, 1423, 1934]
answer-cell: 3	[1401, 1997, 1413, 2009]
answer-cell: 4	[1425, 2033, 1437, 2045]
pachis-barsha-date: ୬ ନଭେମ୍ବର ୧୯୮୮	[210, 1603, 282, 1641]
sudoku-cell[interactable]	[1291, 1730, 1324, 1764]
page-tab-center-2[interactable]	[880, 2320, 930, 2332]
ghanti-headline: ଘଣ୍ଟି ବାଜୁଛି	[588, 1827, 920, 1904]
sudoku-cell[interactable]: 1	[1192, 1764, 1225, 1798]
sudoku-cell[interactable]: 2	[1225, 1628, 1258, 1662]
chirantani-box	[6, 6, 318, 158]
email-editor-note: (Use only for letters to Editor, news & news photos)	[1203, 1459, 1475, 1487]
editorial-divider	[334, 756, 1174, 758]
column-divider-left	[324, 4, 326, 1738]
answer-cell: 2	[1437, 2057, 1449, 2069]
ebharatare-text: ମ ଙ୍ଗଳବାର ପରିବାରରେ ଅଶାନ୍ତି ଓ କଳହର ପ୍ରମୁଖ କାରଣ ପାଲଟିଛି । ଭୋମୋବାର ମାନ୍ତ୍ରାବରେ ଏବଳି ଏକ ଅବାବନୀୟ ଘଟଣା ଘଟିଛି । ଗୋଟିଏ ପିଲା ବାବା ମା'କୁ ଠକିଦେବା ପାଇଁ ଗରବ ନିଷ୍ପତ୍ତି ନେଇଥିଲା । ତାଙ୍କର ସରକାରୀ ଚାକିରି ପାଇଁ କଲେଜରେ ନାମ ଲେଖାଇଥିଲା କିନ୍ତୁ ପରୀକ୍ଷା ଦେବା ପରେ ଘରକୁ ଫେରିନଥିଲା । ପରିବାର ଲୋକେ ଖୋଜାଖୋଜି କରି ଥାନାରେ ଅଭିଯୋଗ କରିଥିଲେ । ପୋଲିସ ତଦନ୍ତ ଆରମ୍ଭ କରି ଜାଣିଲା ଯେ ସେ ଏକ ଛୋଟ ଚାକିରି ପାଇଁ ସହରକୁ ଯାଇଥିଲା । ଏହି ଘଟଣା ସମାଜରେ ବଢୁଥିବା ଚାପ ଓ ଆଶାର ଦବାବକୁ ଦର୍ଶାଉଛି । ଶିକ୍ଷିତ ଯୁବକମାନେ ଚାକିରି ନ ପାଇ ହତାଶ ହେଉଛନ୍ତି ଏବଂ ପରିବାରକୁ ସତ୍ୟ କହିବାକୁ ଭୟ କରୁଛନ୍ତି । ପରିବାରର ସହଯୋଗ ଓ ବୁଝାମଣା ଏଭଳି ସମସ୍ୟାର ସମାଧାନ କରିପାରିବ । ଘରର ବଡ଼ମାନେ ପିଲାଙ୍କ କଥା ଶୁଣିବା ଆବଶ୍ୟକ । ସମାଜ ମଧ୍ୟ ଏଥିପ୍ରତି ସଚେତନ ହେବା ଦରକାର । ପୋଲିସ ପିଲାଟିକୁ ଖୋଜି ଘରକୁ ଫେରାଇ ଆଣିଛି ଏବଂ ପରିବାରକୁ ପରାମର୍ଶ ଦେଇଛି । ଏଭଳି ଘଟଣା ପୁଣି ନ ଘଟୁ ସେଥିପାଇଁ ସମସ୍ତଙ୍କୁ ସଜାଗ ରହିବାକୁ ହେବ ।	[8, 244, 316, 563]
answer-cell: 4	[1377, 1997, 1389, 2009]
letter-3-text: ଦେଶର ସାଧାରଣ ନିର୍ବାଚନ ୨୦୧୪ ପାଇଁ ପ୍ରସ୍ତୁତି ଚାଲିଛି । ରାଜନୈତିକ ଦଳମାନେ ପରସ୍ପରକୁ ଦୋଷାରୋପ କରିବାରେ ବ୍ୟସ୍ତ । କିନ୍ତୁ ଦେଶର ବିକାଶ, ଶିକ୍ଷା, ସ୍ୱାସ୍ଥ୍ୟ, ରୋଜଗାର ଆଦି ପ୍ରସଙ୍ଗ ପଛରେ ପଡ଼ିଯାଉଛି । ଭୋଟରମାନେ ମଧ୍ୟ ଜାତି, ଧର୍ମ ଆଧାରରେ ଭୋଟ ଦେଉଛନ୍ତି । ଏହା ଗଣତନ୍ତ୍ର ପାଇଁ ଶୁଭ ନୁହେଁ । ଦଳମାନେ ବିକାଶକୁ ମୁଖ୍ୟ ପ୍ରସଙ୍ଗ କରି ନିର୍ବାଚନ ଲଢ଼ିବା ଉଚିତ । ଲୋକେ ମଧ୍ୟ ଯୋଗ୍ୟ ପ୍ରାର୍ଥୀଙ୍କୁ ବାଛିବା ଦରକାର । ଦୁର୍ନୀତି ମୁକ୍ତ ଶାସନ ହିଁ ଦେଶକୁ ଆଗକୁ ନେଇପାରିବ । ଯୁବକମାନେ ରାଜନୀତିରେ ସକ୍ରିୟ ଭାଗ ନେବା ଆବଶ୍ୟକ ।	[1184, 849, 1490, 1003]
answer-cell: 7	[1425, 2045, 1437, 2057]
answer-cell: 2	[1401, 2021, 1413, 2033]
sudoku-footer: ପ୍ରଶାସନିକ ଜିଲ୍ଲା ଓ ଶହ ଶହ ସଂଖ୍ୟାକୁ ସଠିକ ଭାବେ ବସାଇ ସମାଧାନ କରନ୍ତୁ । ଏଥିରେ ଫଳ ଅଛି ।	[1184, 2251, 1490, 2282]
answer-cell: 2	[1449, 2069, 1461, 2081]
flood-contact: -ମୋ: ୯୦୪୦୪୧୨୩୭୮	[1073, 1801, 1170, 1814]
sudoku-cell[interactable]: 8	[1192, 1832, 1225, 1866]
answer-cell: 6	[1437, 2069, 1449, 2081]
answer-cell: 9	[1449, 2045, 1461, 2057]
sudoku-cell[interactable]	[1456, 1900, 1489, 1934]
sudoku-cell[interactable]: 2	[1324, 1900, 1357, 1934]
sudoku-cell[interactable]	[1324, 1764, 1357, 1798]
sudoku-cell[interactable]: 5	[1225, 1798, 1258, 1832]
answer-cell: 4	[1437, 2021, 1449, 2033]
quote-box	[344, 6, 1166, 78]
answer-cell: 8	[1413, 2093, 1425, 2105]
sudoku-cell[interactable]	[1357, 1696, 1390, 1730]
sudoku-row	[1192, 1798, 1489, 1832]
sudoku-cell[interactable]	[1258, 1900, 1291, 1934]
sudoku-cell[interactable]	[1423, 1628, 1456, 1662]
sudoku-row	[1192, 1900, 1489, 1934]
jilla-diary-district: କଟକ	[16, 840, 90, 880]
answer-cell: 3	[1461, 2069, 1473, 2081]
email-advt-2[interactable]: :miku11@yahoo.com (Use only for	[1233, 1519, 1445, 1532]
sudoku-cell[interactable]	[1192, 1730, 1225, 1764]
answer-cell: 4	[1449, 2009, 1461, 2021]
sudoku-row	[1192, 1662, 1489, 1696]
sudoku-cell[interactable]	[1291, 1764, 1324, 1798]
dharitri-logo-text: ଧରିତ୍ରୀ	[1046, 27, 1103, 48]
sudoku-cell[interactable]	[1390, 1866, 1423, 1900]
sudoku-grid	[1190, 1626, 1490, 1935]
sudoku-cell[interactable]	[1258, 1866, 1291, 1900]
sudoku-cell[interactable]: 2	[1390, 1730, 1423, 1764]
answer-cell: 2	[1389, 2033, 1401, 2045]
answer-cell: 7	[1437, 2081, 1449, 2093]
fort-gate-photo	[156, 804, 314, 886]
sudoku-cell[interactable]	[1258, 1764, 1291, 1798]
answer-row	[1365, 2009, 1473, 2021]
answer-cell: 3	[1365, 2045, 1377, 2057]
answer-cell: 4	[1413, 2081, 1425, 2093]
page-bottom-rule	[0, 2316, 1497, 2318]
main-editorial-headline: ଡିଗ୍ରୀଧାରୀ ଚୋର	[502, 78, 1006, 162]
address-line-1: ପାଠକ ଶ୍ରେଷ୍ଠ ବିଚାରକ ସ୍ତମ୍ଭକୁ ଚିଠି ପଠାଇବାର ଠିକଣା	[1216, 1384, 1462, 1397]
letter-2-text: ଆମ ସାହିଠାରେ ରାସ୍ତା ଓ ନାଳ ଅବସ୍ଥା ଖରାପ । ବର୍ଷା ହେଲେ ପାଣି ଜମିଯାଏ ଓ ଲୋକେ ଚଳପ୍ରଚଳ କରିପାରନ୍ତି ନାହିଁ । ବାରମ୍ବାର ଅଭିଯୋଗ କରିବା ସତ୍ତ୍ୱେ ପୌରପାଳିକା କର୍ତ୍ତୃପକ୍ଷ କୌଣସି ପଦକ୍ଷେପ ନେଉନାହାନ୍ତି । ମଶା ଓ ଅପରିଷ୍କାର ଯୋଗୁ ରୋଗ ବ୍ୟାପୁଛି । ଜନପ୍ରତିନିଧିମାନେ କେବଳ ନିର୍ବାଚନ ସମୟରେ ଆସନ୍ତି ଓ ପରେ ଭୁଲିଯାଆନ୍ତି । ଆମ ସମସ୍ୟା କହିବା କାହାକୁ, ଶୁଣିବ କିଏ ? ସରକାର ଏ ଦିଗରେ ଧ୍ୟାନ ଦେବା ଉଚିତ । ସ୍ଥାନୀୟ ପ୍ରଶାସନ ତୁରନ୍ତ ପଦକ୍ଷେପ ନେଇ ରାସ୍ତା ମରାମତି ଓ ନାଳ ସଫେଇ କରିବା ଆବଶ୍ୟକ । ଅନ୍ୟଥା ଲୋକେ ଆନ୍ଦୋଳନ କରିବାକୁ ବାଧ୍ୟ ହେବେ ।	[1184, 397, 1490, 551]
answer-cell: 1	[1389, 1997, 1401, 2009]
answer-row	[1365, 2033, 1473, 2045]
flood-text: ଆ ଚୁରି ବାତ୍ୟା, ବଢ଼ି ଓ ବର୍ଷା ହେଲେ ଲୋକେ ହଇରାଣ ହୁଅନ୍ତି । ତେବେ କିଛି ଲୋକଙ୍କ ପାଇଁ ଏହା ଲାଭର ସୁଯୋଗ ପାଲଟିଯାଏ । ପ୍ରାକୃତିକ ବିପର୍ଯ୍ୟୟ ସମୟରେ ସରକାର ରିଲିଫ ଓ କ୍ଷତିପୂରଣ ବାବଦରେ କୋଟି କୋଟି ଟଙ୍କା ଖର୍ଚ୍ଚ କରନ୍ତି । ଏହି ଅର୍ଥର ଏକ ବଡ଼ ଅଂଶ ପ୍ରକୃତ ପୀଡ଼ିତଙ୍କ ପାଖରେ ପହଞ୍ଚେ ନାହିଁ । ମଧ୍ୟସ୍ଥି, ଠିକାଦାର ଓ କିଛି ଅଧିକାରୀ ଏଥିରୁ ଲାଭ ଉଠାନ୍ତି । ୧୯୯୯ ମହାବାତ୍ୟା ସମୟରେ ଏଭଳି ଅନେକ ଅଭିଯୋଗ ଆସିଥିଲା । ଏବେ ପାଇଲିନ ପରେ ମଧ୍ୟ ସେହି ପରିସ୍ଥିତି ଦେଖାଯାଉଛି । ଭଙ୍ଗା ଘର ତାଲିକାରେ ଅଯୋଗ୍ୟ ଲୋକଙ୍କ ନାମ ଯୋଡ଼ାଯାଉଛି । ଫସଲ କ୍ଷତି ଆକଳନରେ ମଧ୍ୟ ଅନିୟମିତତା ରହିଛି । ଯେଉଁମାନଙ୍କର ପ୍ରକୃତ କ୍ଷତି ହୋଇଛି ସେମାନେ ବଞ୍ଚିତ ହେଉଛନ୍ତି । ବାଉଁଶ, ପଲିଥିନ, ଚାଉଳ ଓ ଡାଲି ବଣ୍ଟନରେ ଦୁର୍ନୀତି ହେଉଛି । ଗ୍ରାମ ପଞ୍ଚାୟତ ସ୍ତରରେ ମଧ୍ୟ ରାଜନୈତିକ ଦଳୀୟ ପକ୍ଷପାତିତା ଦେଖାଯାଉଛି । ଅନେକ ସ୍ଥାନରେ ଲୋକେ ରାସ୍ତା ଅବରୋଧ କରି ପ୍ରତିବାଦ କରୁଛନ୍ତି । ସରକାର ଏହି ଅଭିଯୋଗକୁ ଗମ୍ଭୀରତାର ସହ ନେବା ଉଚିତ । ରିଲିଫ ବଣ୍ଟନରେ ସ୍ୱଚ୍ଛତା ପାଇଁ ପ୍ରଯୁକ୍ତିବିଦ୍ୟାର ବ୍ୟବହାର ହେବା ଦରକାର । ହିତାଧିକାରୀଙ୍କ ବ୍ୟାଙ୍କ ଖାତାକୁ ସିଧାସଳଖ ଅର୍ଥ ପଠାଯିବା ଉଚିତ । ସାମାଜିକ ଅଡ଼ିଟ ମାଧ୍ୟମରେ ଦୁର୍ନୀତି ରୋକାଯାଇପାରିବ । ବିପର୍ଯ୍ୟୟ ପରିଚାଳନାରେ ଓଡ଼ିଶା ଦେଶରେ ଆଦର୍ଶ ହୋଇଥିଲେ ହେଁ ରିଲିଫ ବଣ୍ଟନରେ ଏହି ଦୁର୍ବଳତା ଦୂର ହେବା ଆବଶ୍ୟକ । ଉପକୂଳବର୍ତ୍ତୀ ଅଞ୍ଚଳରେ ସ୍ଥାୟୀ ଘର ନିର୍ମାଣ ଉପରେ ଜୋର ଦିଆଯିବା ଦରକାର । ଯଦି ଲୋକେ ପକ୍କା ଘରେ ରହିବେ ତେବେ ପ୍ରତିଥର ଘର ଭାଙ୍ଗିବା ସମସ୍ୟା ରହିବ ନାହିଁ । ବାତ୍ୟା ଆଶ୍ରୟସ୍ଥଳୀର ସଂଖ୍ୟା ବଢ଼ାଇବା ସହ ସେଗୁଡ଼ିକର ରକ୍ଷଣାବେକ୍ଷଣ ଉପରେ ଧ୍ୟାନ ଦେବା ଉଚିତ । ବନ୍ଧ ଓ ନଦୀବନ୍ଧର ମରାମତି ସମୟରେ କରାଯିବା ଆବଶ୍ୟକ । ପ୍ରତିବର୍ଷ ବନ୍ୟା ପରେ ବନ୍ଧ ମରାମତି ନାମରେ ଅର୍ଥ ହରିଲୁଟ ହେଉଛି । ଠିକାଦାରମାନେ ନିମ୍ନମାନର କାମ କରୁଛନ୍ତି ଓ ପରବର୍ଷ ପୁଣି ସେହି ବନ୍ଧ ଭାଙ୍ଗୁଛି । ଏହି ଚକ୍ରକୁ ଭାଙ୍ଗିବା ପାଇଁ ଦୃଢ଼ ରାଜନୈତିକ ଇଚ୍ଛାଶକ୍ତି ଦରକାର । ପ୍ରକୃତି ସହ ସମନ୍ୱୟ ରକ୍ଷା କରି ବିକାଶ ହେବା ଉଚିତ । ମାଙ୍ଗ୍ରୋଭ ଜଙ୍ଗଲ ସଂରକ୍ଷଣ କଲେ ବାତ୍ୟାର ପ୍ରଭାବ କମିପାରିବ । ଜନସଚେତନତା ଓ ପ୍ରସ୍ତୁତି ହିଁ ବିପର୍ଯ୍ୟୟ ମୁକାବିଲାର ପ୍ରକୃତ ଉପାୟ । ବନ୍ୟା, ବାତ୍ୟା, ମରୁଡ଼ି ଆଦି କିଛି ଲୋକଙ୍କ ପାଇଁ ଫାଇଦା ହେବା ପରିବର୍ତ୍ତେ ସମସ୍ତଙ୍କ ସୁରକ୍ଷା ନିଶ୍ଚିତ କରିବା ସରକାରଙ୍କ ଦାୟିତ୍ୱ ।	[338, 880, 1170, 1150]
letter-3	[1184, 818, 1490, 1091]
sudoku-cell[interactable]: 1	[1225, 1832, 1258, 1866]
answer-cell: 3	[1389, 2021, 1401, 2033]
sudoku-cell[interactable]: 9	[1423, 1696, 1456, 1730]
sudoku-cell[interactable]	[1456, 1628, 1489, 1662]
letter-4-title: ଗାନ୍ଧିଜୀ ଓ ପଟେଲ୍ କାହାର	[1217, 1096, 1457, 1122]
sudoku-cell[interactable]	[1456, 1866, 1489, 1900]
answer-row	[1365, 2057, 1473, 2069]
sudoku-cell[interactable]	[1456, 1730, 1489, 1764]
email-advt[interactable]: E-mail:advt@dharitri.com	[1259, 1504, 1419, 1517]
sudoku-cell[interactable]: 8	[1291, 1696, 1324, 1730]
sudoku-cell[interactable]: 6	[1357, 1832, 1390, 1866]
sudoku-cell[interactable]	[1357, 1798, 1390, 1832]
answer-cell: 4	[1461, 2057, 1473, 2069]
sudoku-cell[interactable]: 9	[1357, 1730, 1390, 1764]
answer-cell: 1	[1425, 2093, 1437, 2105]
pachis-barsha-box	[6, 1586, 318, 1736]
address-line-5: କେବଳ ବିଜ୍ଞାପନ ପାଇଁ ବ୍ୟବହାର କରନ୍ତୁ :	[1250, 1489, 1428, 1502]
ghanti-text-right	[812, 1912, 1170, 2292]
answer-row	[1365, 2069, 1473, 2081]
sudoku-cell[interactable]	[1390, 1662, 1423, 1696]
answer-cell: 1	[1365, 2057, 1377, 2069]
letter-4-text: କଂଗ୍ରେସର ସାଧାରଣ ସମ୍ପାଦକ ଦିଗ୍ବିଜୟ ସିଂ ଗୁଜରାଟ ମୁଖ୍ୟମନ୍ତ୍ରୀଙ୍କ ଉପରେ ଆକ୍ରମଣ କରି କହିଛନ୍ତି ଯେ ଗାନ୍ଧିଜୀ ଓ ସର୍ଦ୍ଦାର ପଟେଲ କଂଗ୍ରେସର ନେତା ଥିଲେ । ଏହି ମହାନ ନେତାମାନେ କୌଣସି ଦଳର ସମ୍ପତ୍ତି ନୁହଁନ୍ତି । ସେମାନେ ସମଗ୍ର ଦେଶର । ସ୍ୱାଧୀନତା ସଂଗ୍ରାମରେ ସେମାନଙ୍କ ଅବଦାନ ଅତୁଳନୀୟ । ରାଜନୈତିକ ଦଳମାନେ ନିଜ ସ୍ୱାର୍ଥ ପାଇଁ ଏହି ମହାପୁରୁଷଙ୍କ ନାମ ବ୍ୟବହାର କରିବା ଠିକ ନୁହେଁ । ସେମାନଙ୍କ ଆଦର୍ଶକୁ ଅନୁସରଣ କରିବା ହିଁ ପ୍ରକୃତ ସମ୍ମାନ ।	[1184, 1125, 1490, 1262]
letter-1	[1184, 62, 1490, 363]
